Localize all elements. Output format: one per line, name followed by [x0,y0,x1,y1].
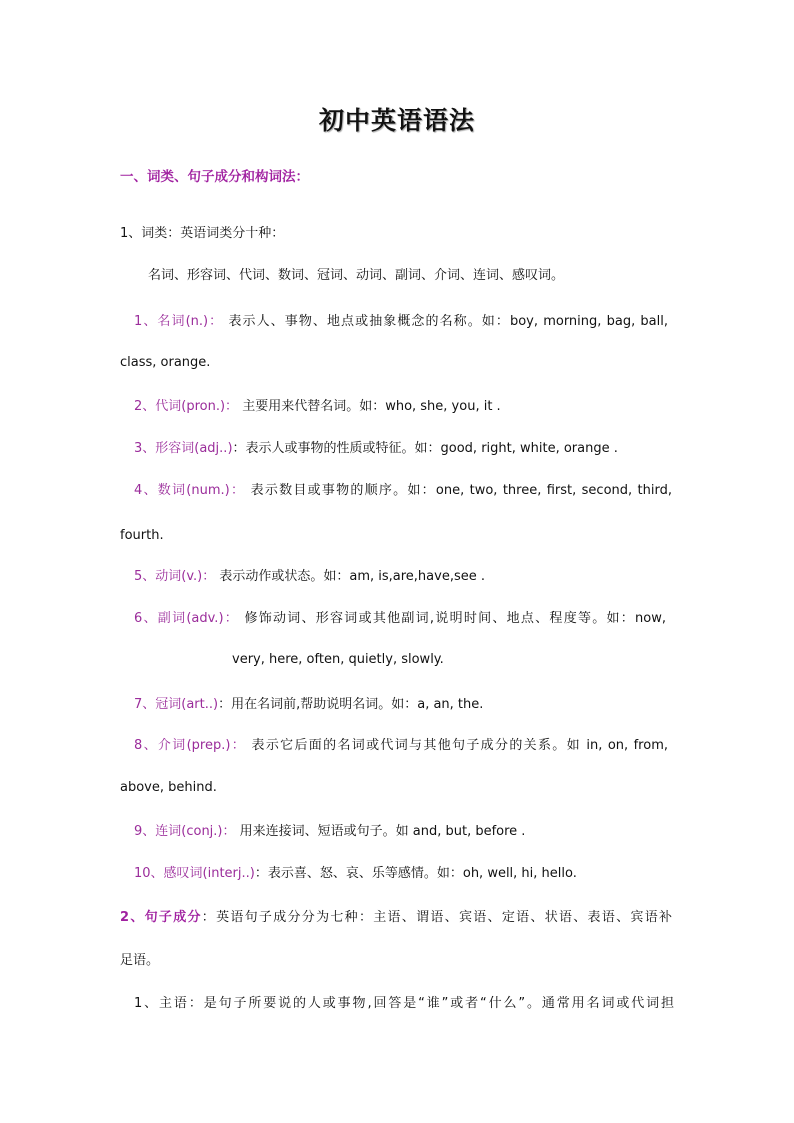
item-label: 6、副词(adv.)： [134,611,240,626]
item-text: ：用在名词前,帮助说明名词。如：a, an, the. [218,697,484,712]
item-text: 表示它后面的名词或代词与其他句子成分的关系。如 in, on, from, [246,738,668,753]
item-interjection [134,865,577,883]
section-heading-word-classes: 一、词类、句子成分和构词法： [120,169,309,185]
item-label: 7、冠词(art..) [134,697,219,712]
item-text: 表示数目或事物的顺序。如：one, two, three, first, second, third, [245,483,672,498]
item-article [134,696,483,714]
section-sentence-components [120,909,672,927]
item-preposition [134,737,668,755]
item-text: 表示动作或状态。如：am, is,are,have,see . [215,569,485,584]
item-noun-cont: class, orange. [120,355,211,370]
item-text: ：表示人或事物的性质或特征。如：good, right, white, orange . [232,441,618,456]
item-label: 8、介词(prep.)： [134,738,247,753]
item-text: ：表示喜、怒、哀、乐等感情。如：oh, well, hi, hello. [254,866,577,881]
item-label: 5、动词(v.)： [134,569,216,584]
item-adverb [134,610,666,628]
item-label: 1、名词(n.)： [134,314,224,329]
item-numeral-cont: fourth. [120,528,164,543]
document-title: 初中英语语法 [318,106,475,135]
section-text: ：英语句子成分分为七种：主语、谓语、宾语、定语、状语、表语、宾语补 [201,910,672,925]
item-text: 修饰动词、形容词或其他副词,说明时间、地点、程度等。如：now, [239,611,666,626]
item-label: 4、数词(num.)： [134,483,246,498]
item-label: 9、连词(conj.)： [134,824,236,839]
section-label: 2、句子成分 [120,910,202,925]
item-verb [134,568,485,586]
item-text: 表示人、事物、地点或抽象概念的名称。如：boy, morning, bag, ball, [223,314,668,329]
item-preposition-cont: above, behind. [120,780,217,795]
item-adjective [134,440,618,458]
section-sentence-components-cont: 足语。 [120,953,160,968]
item-label: 2、代词(pron.)： [134,399,239,414]
item-adverb-cont: very, here, often, quietly, slowly. [232,652,444,667]
subject-definition: 1、主语：是句子所要说的人或事物,回答是“谁”或者“什么”。通常用名词或代词担 [134,996,674,1011]
item-numeral [134,482,672,500]
item-text: 主要用来代替名词。如：who, she, you, it . [238,399,501,414]
intro-line: 1、词类：英语词类分十种： [120,226,285,241]
item-pronoun [134,398,501,416]
word-class-list: 名词、形容词、代词、数词、冠词、动词、副词、介词、连词、感叹词。 [148,268,565,283]
item-conjunction [134,823,525,841]
item-noun [134,313,668,331]
item-text: 用来连接词、短语或句子。如 and, but, before . [235,824,526,839]
item-label: 10、感叹词(interj..) [134,866,255,881]
item-label: 3、形容词(adj..) [134,441,233,456]
